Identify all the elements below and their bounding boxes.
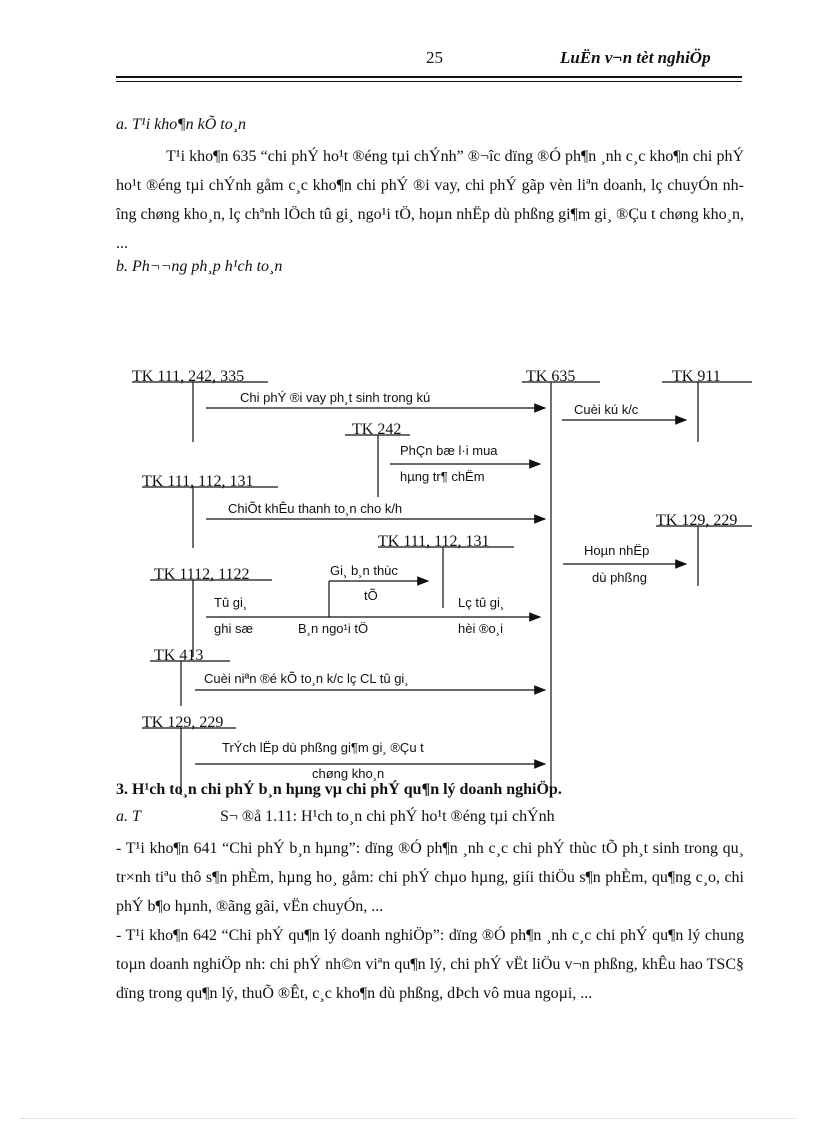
bullet-account-642: - T¹i kho¶n 642 “Chi phÝ qu¶n lý doanh nghiÖp”: dïng ®Ó ph¶n ¸nh c¸c chi phÝ qu¶n lý chung toµn doanh nghiÖp nh: chi phÝ nh©n viªn qu¶n lý, chi phÝ vËt liÖu v¬n phßng, khÊu hao TSC§ dïng trong qu¶n lý, thuÕ ®Êt, c¸c kho¶n dù phßng, dÞch vô mua ngoµi, ... [116, 927, 744, 1002]
account-tk-911: TK 911 [672, 368, 721, 385]
account-tk-635: TK 635 [526, 368, 576, 385]
page-bottom-border [20, 1118, 796, 1119]
label-installment-2: hµng tr¶ chËm [400, 469, 485, 484]
label-book-rate-2: ghi sæ [214, 621, 254, 636]
label-provision-2: chøng kho¸n [312, 766, 385, 781]
label-provision-1: TrÝch lËp dù phßng gi¶m gi¸ ®Çu t [222, 740, 424, 755]
label-reversal-2: dù phßng [592, 570, 647, 585]
bullet-account-641: - T¹i kho¶n 641 “Chi phÝ b¸n hµng”: dïng ®Ó ph¶n ¸nh c¸c chi phÝ thùc tÕ ph¸t sinh trong qu¸ tr×nh tiªu thô s¶n phÈm, hµng ho¸ gåm: chi phÝ chµo hµng, giíi thiÖu s¶n phÈm, qu¶ng c¸o, chi phÝ b¶o hµnh, ®ãng gãi, vËn chuyÓn, ... [116, 840, 744, 915]
label-installment-1: PhÇn bæ l·i mua [400, 443, 498, 458]
label-fx-loss-2: hèi ®o¸i [458, 621, 503, 636]
figure-caption: S¬ ®å 1.11: H¹ch to¸n chi phÝ ho¹t ®éng tµi chÝnh [220, 808, 555, 825]
label-sell-foreign-currency: B¸n ngo¹i tÖ [298, 621, 369, 636]
paragraph-account-635: T¹i kho¶n 635 “chi phÝ ho¹t ®éng tµi chÝnh” ®¬îc dïng ®Ó ph¶n ¸nh c¸c kho¶n chi phÝ ho¹t ®éng tµi chÝnh gåm c¸c kho¶n chi phÝ ®i vay, chi phÝ gãp vèn liªn doanh, lç chuyÓn nhîng chøng kho¸n, lç chªnh lÖch tû gi¸ ngo¹i tÖ, hoµn nhËp dù phßng gi¶m gi¸ ®Çu t chøng kho¸n, ... [116, 148, 744, 252]
account-tk-413: TK 413 [154, 647, 204, 664]
label-actual-price-1: Gi¸ b¸n thùc [330, 563, 398, 578]
account-tk-129-229-left: TK 129, 229 [142, 714, 224, 731]
account-tk-111-112-131-a: TK 111, 112, 131 [142, 473, 254, 490]
running-header-title: LuËn v¬n tèt nghiÖp [560, 48, 711, 67]
label-fx-revaluation: Cuèi niªn ®é kÕ to¸n k/c lç CL tû gi¸ [204, 671, 409, 686]
label-reversal-1: Hoµn nhËp [584, 543, 650, 558]
label-fx-loss-1: Lç tû gi¸ [458, 595, 505, 610]
section-3-heading: 3. H¹ch to¸n chi phÝ b¸n hµng vµ chi phÝ qu¶n lý doanh nghiÖp. [116, 781, 562, 798]
label-actual-price-2: tÕ [364, 588, 378, 603]
account-tk-111-112-131-b: TK 111, 112, 131 [378, 533, 490, 550]
label-year-end-transfer: Cuèi kú k/c [574, 402, 639, 417]
section-a-heading: a. T¹i kho¶n kÕ to¸n [116, 116, 247, 133]
account-tk-129-229-right: TK 129, 229 [656, 512, 738, 529]
label-book-rate-1: Tû gi¸ [214, 595, 248, 610]
account-tk-1112-1122: TK 1112, 1122 [154, 566, 250, 583]
section-b-heading: b. Ph¬¬ng ph¸p h¹ch to¸n [116, 258, 283, 275]
label-interest-expense: Chi phÝ ®i vay ph¸t sinh trong kú [240, 390, 431, 405]
section-3a-heading: a. T [116, 808, 141, 825]
account-tk-111-242-335: TK 111, 242, 335 [132, 368, 245, 385]
page-number: 25 [426, 48, 443, 67]
label-payment-discount: ChiÕt khÊu thanh to¸n cho k/h [228, 501, 403, 516]
account-tk-242: TK 242 [352, 421, 402, 438]
